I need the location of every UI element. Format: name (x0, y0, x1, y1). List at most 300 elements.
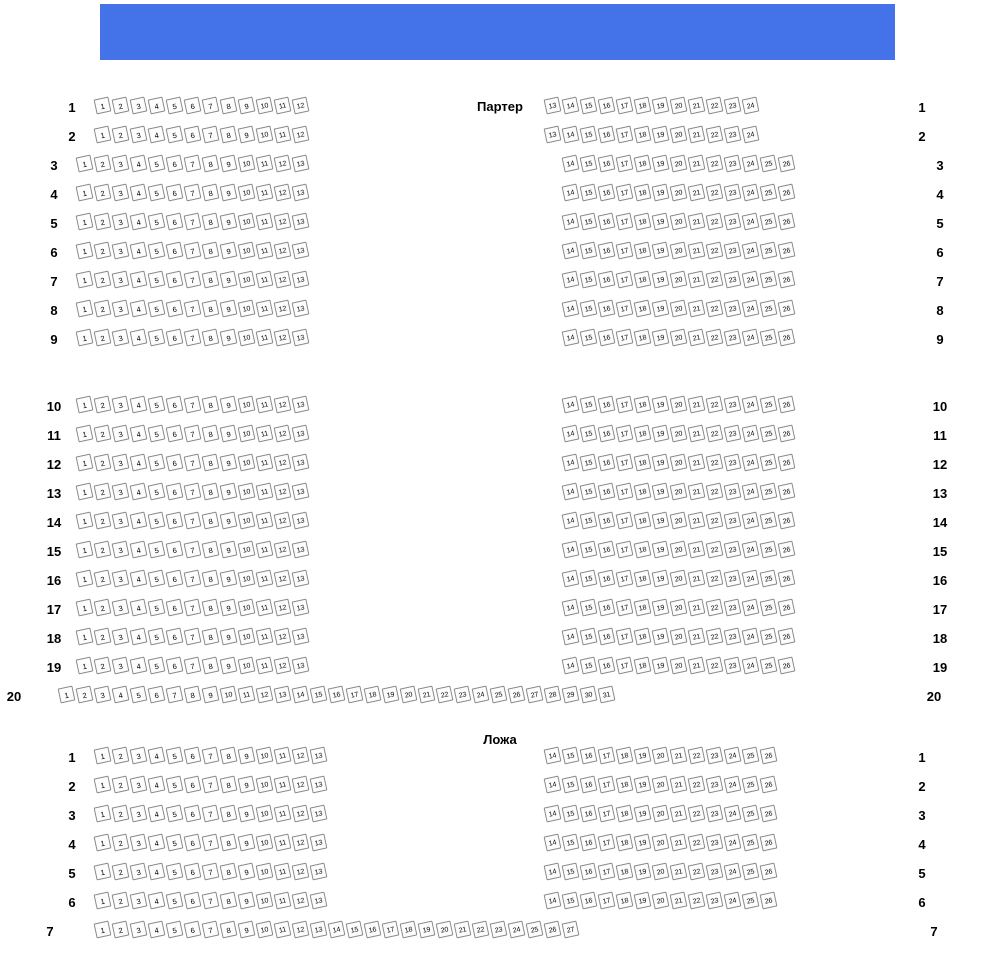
seat[interactable]: 9 (238, 834, 256, 852)
seat[interactable]: 1 (76, 541, 94, 559)
seat[interactable]: 12 (274, 425, 292, 443)
seat[interactable]: 14 (544, 834, 562, 852)
seat[interactable]: 9 (202, 686, 220, 704)
seat[interactable]: 20 (670, 126, 688, 144)
seat[interactable]: 21 (688, 512, 706, 530)
seat[interactable]: 17 (616, 541, 634, 559)
seat[interactable]: 23 (490, 921, 508, 939)
seat[interactable]: 20 (652, 863, 670, 881)
seat[interactable]: 15 (562, 805, 580, 823)
seat[interactable]: 11 (256, 242, 274, 260)
seat[interactable]: 14 (544, 805, 562, 823)
seat[interactable]: 17 (616, 599, 634, 617)
seat[interactable]: 23 (724, 541, 742, 559)
seat[interactable]: 19 (652, 329, 670, 347)
seat[interactable]: 23 (706, 747, 724, 765)
seat[interactable]: 11 (256, 396, 274, 414)
seat[interactable]: 25 (742, 892, 760, 910)
seat[interactable]: 12 (292, 126, 310, 144)
seat[interactable]: 7 (184, 271, 202, 289)
seat[interactable]: 4 (148, 97, 166, 115)
seat[interactable]: 12 (292, 97, 310, 115)
seat[interactable]: 13 (292, 300, 310, 318)
seat[interactable]: 23 (724, 657, 742, 675)
seat[interactable]: 15 (580, 570, 598, 588)
seat[interactable]: 7 (202, 863, 220, 881)
seat[interactable]: 1 (76, 242, 94, 260)
seat[interactable]: 2 (94, 300, 112, 318)
seat[interactable]: 16 (580, 805, 598, 823)
seat[interactable]: 16 (598, 155, 616, 173)
seat[interactable]: 13 (292, 541, 310, 559)
seat[interactable]: 21 (670, 747, 688, 765)
seat[interactable]: 11 (256, 483, 274, 501)
seat[interactable]: 1 (76, 184, 94, 202)
seat[interactable]: 3 (130, 747, 148, 765)
seat[interactable]: 10 (256, 776, 274, 794)
seat[interactable]: 12 (292, 921, 310, 939)
seat[interactable]: 22 (706, 512, 724, 530)
seat[interactable]: 9 (220, 657, 238, 675)
seat[interactable]: 16 (598, 512, 616, 530)
seat[interactable]: 5 (166, 863, 184, 881)
seat[interactable]: 1 (76, 155, 94, 173)
seat[interactable]: 25 (742, 747, 760, 765)
seat[interactable]: 1 (76, 570, 94, 588)
seat[interactable]: 4 (130, 570, 148, 588)
seat[interactable]: 3 (112, 396, 130, 414)
seat[interactable]: 23 (724, 512, 742, 530)
seat[interactable]: 4 (130, 628, 148, 646)
seat[interactable]: 17 (616, 570, 634, 588)
seat[interactable]: 3 (130, 97, 148, 115)
seat[interactable]: 6 (184, 747, 202, 765)
seat[interactable]: 19 (652, 97, 670, 115)
seat[interactable]: 20 (400, 686, 418, 704)
seat[interactable]: 4 (130, 184, 148, 202)
seat[interactable]: 15 (580, 396, 598, 414)
seat[interactable]: 19 (652, 657, 670, 675)
seat[interactable]: 16 (598, 483, 616, 501)
seat[interactable]: 17 (616, 213, 634, 231)
seat[interactable]: 25 (490, 686, 508, 704)
seat[interactable]: 26 (778, 454, 796, 472)
seat[interactable]: 8 (220, 863, 238, 881)
seat[interactable]: 3 (112, 628, 130, 646)
seat[interactable]: 8 (202, 454, 220, 472)
seat[interactable]: 14 (544, 892, 562, 910)
seat[interactable]: 16 (598, 425, 616, 443)
seat[interactable]: 9 (238, 97, 256, 115)
seat[interactable]: 20 (670, 628, 688, 646)
seat[interactable]: 18 (634, 213, 652, 231)
seat[interactable]: 10 (256, 805, 274, 823)
seat[interactable]: 7 (184, 628, 202, 646)
seat[interactable]: 18 (616, 776, 634, 794)
seat[interactable]: 4 (148, 921, 166, 939)
seat[interactable]: 15 (580, 512, 598, 530)
seat[interactable]: 1 (58, 686, 76, 704)
seat[interactable]: 15 (562, 776, 580, 794)
seat[interactable]: 23 (724, 300, 742, 318)
seat[interactable]: 14 (562, 570, 580, 588)
seat[interactable]: 19 (652, 541, 670, 559)
seat[interactable]: 8 (220, 126, 238, 144)
seat[interactable]: 7 (184, 657, 202, 675)
seat[interactable]: 13 (292, 242, 310, 260)
seat[interactable]: 9 (238, 892, 256, 910)
seat[interactable]: 24 (742, 97, 760, 115)
seat[interactable]: 5 (148, 242, 166, 260)
seat[interactable]: 14 (562, 425, 580, 443)
seat[interactable]: 18 (634, 512, 652, 530)
seat[interactable]: 4 (130, 396, 148, 414)
seat[interactable]: 11 (256, 570, 274, 588)
seat[interactable]: 5 (148, 454, 166, 472)
seat[interactable]: 9 (220, 541, 238, 559)
seat[interactable]: 13 (292, 271, 310, 289)
seat[interactable]: 21 (688, 213, 706, 231)
seat[interactable]: 16 (598, 242, 616, 260)
seat[interactable]: 13 (310, 805, 328, 823)
seat[interactable]: 17 (616, 126, 634, 144)
seat[interactable]: 5 (148, 541, 166, 559)
seat[interactable]: 9 (220, 242, 238, 260)
seat[interactable]: 23 (724, 454, 742, 472)
seat[interactable]: 18 (634, 271, 652, 289)
seat[interactable]: 15 (562, 863, 580, 881)
seat[interactable]: 13 (292, 425, 310, 443)
seat[interactable]: 20 (670, 300, 688, 318)
seat[interactable]: 15 (580, 541, 598, 559)
seat[interactable]: 16 (580, 747, 598, 765)
seat[interactable]: 4 (130, 300, 148, 318)
seat[interactable]: 20 (436, 921, 454, 939)
seat[interactable]: 7 (202, 834, 220, 852)
seat[interactable]: 21 (454, 921, 472, 939)
seat[interactable]: 27 (526, 686, 544, 704)
seat[interactable]: 21 (688, 628, 706, 646)
seat[interactable]: 1 (76, 512, 94, 530)
seat[interactable]: 25 (760, 300, 778, 318)
seat[interactable]: 6 (184, 126, 202, 144)
seat[interactable]: 15 (580, 425, 598, 443)
seat[interactable]: 7 (202, 921, 220, 939)
seat[interactable]: 13 (274, 686, 292, 704)
seat[interactable]: 21 (688, 599, 706, 617)
seat[interactable]: 24 (742, 396, 760, 414)
seat[interactable]: 11 (256, 657, 274, 675)
seat[interactable]: 28 (544, 686, 562, 704)
seat[interactable]: 11 (256, 541, 274, 559)
seat[interactable]: 9 (220, 396, 238, 414)
seat[interactable]: 11 (274, 805, 292, 823)
seat[interactable]: 15 (580, 126, 598, 144)
seat[interactable]: 25 (760, 271, 778, 289)
seat[interactable]: 5 (148, 271, 166, 289)
seat[interactable]: 15 (580, 329, 598, 347)
seat[interactable]: 9 (220, 570, 238, 588)
seat[interactable]: 2 (112, 863, 130, 881)
seat[interactable]: 19 (652, 242, 670, 260)
seat[interactable]: 10 (238, 425, 256, 443)
seat[interactable]: 1 (76, 396, 94, 414)
seat[interactable]: 4 (148, 126, 166, 144)
seat[interactable]: 17 (616, 155, 634, 173)
seat[interactable]: 25 (760, 454, 778, 472)
seat[interactable]: 8 (202, 155, 220, 173)
seat[interactable]: 12 (292, 747, 310, 765)
seat[interactable]: 25 (760, 483, 778, 501)
seat[interactable]: 4 (130, 657, 148, 675)
seat[interactable]: 22 (706, 329, 724, 347)
seat[interactable]: 5 (166, 97, 184, 115)
seat[interactable]: 3 (112, 483, 130, 501)
seat[interactable]: 8 (202, 213, 220, 231)
seat[interactable]: 17 (616, 512, 634, 530)
seat[interactable]: 13 (292, 570, 310, 588)
seat[interactable]: 8 (202, 541, 220, 559)
seat[interactable]: 15 (562, 892, 580, 910)
seat[interactable]: 17 (598, 834, 616, 852)
seat[interactable]: 2 (94, 213, 112, 231)
seat[interactable]: 5 (148, 155, 166, 173)
seat[interactable]: 21 (688, 300, 706, 318)
seat[interactable]: 17 (616, 300, 634, 318)
seat[interactable]: 1 (94, 892, 112, 910)
seat[interactable]: 9 (220, 329, 238, 347)
seat[interactable]: 17 (598, 863, 616, 881)
seat[interactable]: 23 (724, 97, 742, 115)
seat[interactable]: 2 (112, 892, 130, 910)
seat[interactable]: 11 (238, 686, 256, 704)
seat[interactable]: 14 (562, 184, 580, 202)
seat[interactable]: 24 (742, 242, 760, 260)
seat[interactable]: 15 (580, 599, 598, 617)
seat[interactable]: 10 (238, 599, 256, 617)
seat[interactable]: 4 (130, 454, 148, 472)
seat[interactable]: 6 (184, 805, 202, 823)
seat[interactable]: 6 (184, 834, 202, 852)
seat[interactable]: 25 (742, 776, 760, 794)
seat[interactable]: 31 (598, 686, 616, 704)
seat[interactable]: 3 (112, 213, 130, 231)
seat[interactable]: 1 (76, 425, 94, 443)
seat[interactable]: 4 (130, 155, 148, 173)
seat[interactable]: 25 (760, 425, 778, 443)
seat[interactable]: 3 (112, 512, 130, 530)
seat[interactable]: 8 (202, 242, 220, 260)
seat[interactable]: 14 (562, 155, 580, 173)
seat[interactable]: 22 (706, 483, 724, 501)
seat[interactable]: 18 (634, 570, 652, 588)
seat[interactable]: 8 (202, 628, 220, 646)
seat[interactable]: 13 (292, 483, 310, 501)
seat[interactable]: 23 (724, 599, 742, 617)
seat[interactable]: 16 (580, 834, 598, 852)
seat[interactable]: 10 (238, 541, 256, 559)
seat[interactable]: 8 (202, 184, 220, 202)
seat[interactable]: 4 (130, 541, 148, 559)
seat[interactable]: 2 (94, 541, 112, 559)
seat[interactable]: 22 (706, 454, 724, 472)
seat[interactable]: 11 (256, 329, 274, 347)
seat[interactable]: 20 (670, 184, 688, 202)
seat[interactable]: 21 (688, 483, 706, 501)
seat[interactable]: 17 (598, 747, 616, 765)
seat[interactable]: 13 (292, 184, 310, 202)
seat[interactable]: 8 (202, 570, 220, 588)
seat[interactable]: 3 (130, 805, 148, 823)
seat[interactable]: 24 (742, 512, 760, 530)
seat[interactable]: 11 (274, 863, 292, 881)
seat[interactable]: 4 (112, 686, 130, 704)
seat[interactable]: 5 (148, 512, 166, 530)
seat[interactable]: 7 (184, 599, 202, 617)
seat[interactable]: 1 (94, 834, 112, 852)
seat[interactable]: 24 (742, 628, 760, 646)
seat[interactable]: 14 (562, 213, 580, 231)
seat[interactable]: 12 (274, 329, 292, 347)
seat[interactable]: 5 (148, 628, 166, 646)
seat[interactable]: 16 (598, 97, 616, 115)
seat[interactable]: 13 (292, 396, 310, 414)
seat[interactable]: 14 (562, 396, 580, 414)
seat[interactable]: 25 (760, 242, 778, 260)
seat[interactable]: 4 (148, 805, 166, 823)
seat[interactable]: 23 (454, 686, 472, 704)
seat[interactable]: 9 (238, 126, 256, 144)
seat[interactable]: 20 (670, 425, 688, 443)
seat[interactable]: 10 (238, 512, 256, 530)
seat[interactable]: 2 (112, 834, 130, 852)
seat[interactable]: 21 (670, 805, 688, 823)
seat[interactable]: 19 (652, 213, 670, 231)
seat[interactable]: 15 (580, 155, 598, 173)
seat[interactable]: 8 (202, 271, 220, 289)
seat[interactable]: 9 (220, 184, 238, 202)
seat[interactable]: 19 (418, 921, 436, 939)
seat[interactable]: 7 (202, 776, 220, 794)
seat[interactable]: 1 (76, 483, 94, 501)
seat[interactable]: 26 (778, 329, 796, 347)
seat[interactable]: 2 (94, 570, 112, 588)
seat[interactable]: 15 (580, 271, 598, 289)
seat[interactable]: 12 (292, 863, 310, 881)
seat[interactable]: 13 (310, 834, 328, 852)
seat[interactable]: 3 (112, 242, 130, 260)
seat[interactable]: 25 (760, 570, 778, 588)
seat[interactable]: 24 (742, 213, 760, 231)
seat[interactable]: 1 (94, 97, 112, 115)
seat[interactable]: 1 (76, 213, 94, 231)
seat[interactable]: 22 (706, 155, 724, 173)
seat[interactable]: 19 (652, 512, 670, 530)
seat[interactable]: 26 (778, 599, 796, 617)
seat[interactable]: 9 (220, 300, 238, 318)
seat[interactable]: 11 (256, 155, 274, 173)
seat[interactable]: 22 (706, 599, 724, 617)
seat[interactable]: 26 (778, 155, 796, 173)
seat[interactable]: 20 (670, 512, 688, 530)
seat[interactable]: 5 (166, 892, 184, 910)
seat[interactable]: 25 (760, 155, 778, 173)
seat[interactable]: 2 (94, 396, 112, 414)
seat[interactable]: 22 (472, 921, 490, 939)
seat[interactable]: 12 (274, 541, 292, 559)
seat[interactable]: 7 (184, 396, 202, 414)
seat[interactable]: 15 (562, 834, 580, 852)
seat[interactable]: 3 (112, 184, 130, 202)
seat[interactable]: 12 (274, 396, 292, 414)
seat[interactable]: 22 (706, 657, 724, 675)
seat[interactable]: 11 (274, 747, 292, 765)
seat[interactable]: 8 (202, 425, 220, 443)
seat[interactable]: 24 (742, 425, 760, 443)
seat[interactable]: 24 (742, 184, 760, 202)
seat[interactable]: 1 (76, 271, 94, 289)
seat[interactable]: 15 (580, 184, 598, 202)
seat[interactable]: 8 (202, 329, 220, 347)
seat[interactable]: 24 (742, 329, 760, 347)
seat[interactable]: 2 (112, 97, 130, 115)
seat[interactable]: 26 (778, 271, 796, 289)
seat[interactable]: 14 (544, 776, 562, 794)
seat[interactable]: 29 (562, 686, 580, 704)
seat[interactable]: 2 (112, 126, 130, 144)
seat[interactable]: 5 (148, 483, 166, 501)
seat[interactable]: 25 (742, 834, 760, 852)
seat[interactable]: 10 (238, 155, 256, 173)
seat[interactable]: 24 (742, 126, 760, 144)
seat[interactable]: 20 (652, 892, 670, 910)
seat[interactable]: 5 (130, 686, 148, 704)
seat[interactable]: 15 (580, 628, 598, 646)
seat[interactable]: 7 (202, 805, 220, 823)
seat[interactable]: 3 (130, 126, 148, 144)
seat[interactable]: 11 (274, 97, 292, 115)
seat[interactable]: 25 (526, 921, 544, 939)
seat[interactable]: 2 (94, 628, 112, 646)
seat[interactable]: 17 (598, 776, 616, 794)
seat[interactable]: 24 (724, 834, 742, 852)
seat[interactable]: 24 (724, 776, 742, 794)
seat[interactable]: 22 (688, 805, 706, 823)
seat[interactable]: 20 (670, 657, 688, 675)
seat[interactable]: 4 (130, 599, 148, 617)
seat[interactable]: 6 (148, 686, 166, 704)
seat[interactable]: 11 (274, 921, 292, 939)
seat[interactable]: 2 (112, 776, 130, 794)
seat[interactable]: 23 (724, 570, 742, 588)
seat[interactable]: 24 (742, 570, 760, 588)
seat[interactable]: 14 (562, 541, 580, 559)
seat[interactable]: 11 (256, 512, 274, 530)
seat[interactable]: 7 (202, 747, 220, 765)
seat[interactable]: 6 (166, 454, 184, 472)
seat[interactable]: 13 (292, 628, 310, 646)
seat[interactable]: 6 (166, 541, 184, 559)
seat[interactable]: 12 (274, 454, 292, 472)
seat[interactable]: 12 (274, 300, 292, 318)
seat[interactable]: 24 (724, 892, 742, 910)
seat[interactable]: 3 (130, 892, 148, 910)
seat[interactable]: 3 (94, 686, 112, 704)
seat[interactable]: 6 (166, 155, 184, 173)
seat[interactable]: 10 (238, 628, 256, 646)
seat[interactable]: 24 (724, 805, 742, 823)
seat[interactable]: 19 (652, 184, 670, 202)
